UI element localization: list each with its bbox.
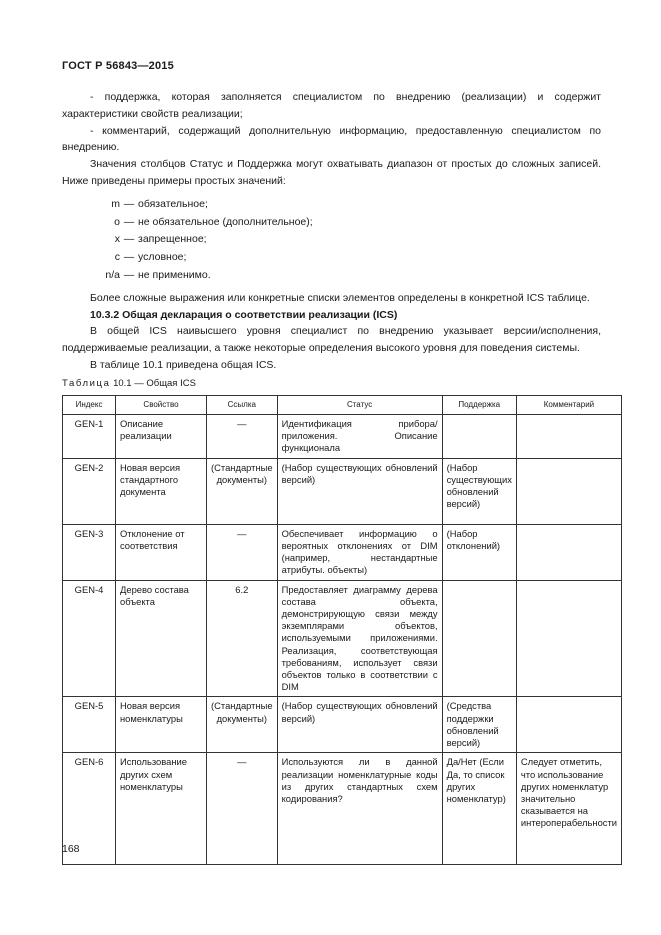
value-description: запрещенное;	[138, 233, 207, 246]
table-header-row	[63, 396, 622, 415]
value-code: x	[114, 233, 120, 246]
page-number: 168	[62, 843, 80, 855]
cell-reference: —	[207, 753, 278, 865]
cell-reference: 6.2	[207, 580, 278, 697]
table-row	[63, 697, 622, 753]
table-caption	[62, 378, 196, 389]
cell-property: Дерево состава объекта	[116, 580, 207, 697]
cell-support: (Набор отклонений)	[442, 524, 516, 580]
ics-table	[62, 395, 622, 865]
paragraph: Значения столбцов Статус и Поддержка могут охватывать диапазон от простых до сложных записей. Ниже приведены примеры простых значений:	[62, 158, 601, 187]
cell-index: GEN-2	[63, 458, 116, 524]
table-caption-text: 10.1 — Общая ICS	[113, 378, 196, 389]
cell-index: GEN-4	[63, 580, 116, 697]
body-text	[62, 89, 601, 374]
cell-support	[442, 415, 516, 459]
cell-reference: —	[207, 524, 278, 580]
value-list-item	[62, 196, 601, 214]
cell-property: Новая версия номенклатуры	[116, 697, 207, 753]
cell-support: (Средства поддержки обновлений версий)	[442, 697, 516, 753]
cell-index: GEN-3	[63, 524, 116, 580]
cell-comment	[516, 524, 621, 580]
value-dash: —	[123, 233, 135, 246]
cell-reference: —	[207, 415, 278, 459]
cell-property: Отклонение от соответствия	[116, 524, 207, 580]
value-dash: —	[123, 250, 135, 263]
value-list-item	[62, 249, 601, 267]
cell-status: Идентификация прибора/приложения. Описание функционала	[277, 415, 442, 459]
cell-comment	[516, 697, 621, 753]
column-header-reference: Ссылка	[207, 396, 278, 415]
cell-status: Предоставляет диаграмму дерева состава объекта, демонстрирующую связи между экземплярами объектов, используемыми приложениями. Реализация, соответствующая требованиям, использует связи объектов только в соответствии с DIM	[277, 580, 442, 697]
cell-index: GEN-1	[63, 415, 116, 459]
value-dash: —	[123, 268, 135, 281]
cell-comment	[516, 415, 621, 459]
cell-property: Новая версия стандартного документа	[116, 458, 207, 524]
value-description: обязательное;	[138, 198, 208, 211]
table-row	[63, 524, 622, 580]
cell-status: Используются ли в данной реализации номенклатурные коды из других стандартных схем кодирования?	[277, 753, 442, 865]
cell-property: Описание реализации	[116, 415, 207, 459]
paragraph: В таблице 10.1 приведена общая ICS.	[90, 358, 277, 371]
column-header-comment: Комментарий	[516, 396, 621, 415]
cell-status: Обеспечивает информацию о вероятных отклонениях от DIM (например, нестандартные атрибуты. объекты)	[277, 524, 442, 580]
value-list-item	[62, 213, 601, 231]
value-dash: —	[123, 198, 135, 211]
cell-index: GEN-5	[63, 697, 116, 753]
column-header-index: Индекс	[63, 396, 116, 415]
cell-status: (Набор существующих обновлений версий)	[277, 458, 442, 524]
value-list-item	[62, 266, 601, 284]
cell-support	[442, 580, 516, 697]
cell-support: (Набор существующих обновлений версий)	[442, 458, 516, 524]
value-code: n/a	[105, 268, 120, 281]
cell-property: Использование других схем номенклатуры	[116, 753, 207, 865]
column-header-support: Поддержка	[442, 396, 516, 415]
section-heading: 10.3.2 Общая декларация о соответствии реализации (ICS)	[90, 308, 398, 321]
table-row	[63, 753, 622, 865]
column-header-property: Свойство	[116, 396, 207, 415]
column-header-status: Статус	[277, 396, 442, 415]
value-list-item	[62, 231, 601, 249]
table-row	[63, 415, 622, 459]
value-list	[62, 196, 601, 284]
value-dash: —	[123, 215, 135, 228]
cell-comment: Следует отметить, что использование других номенклатур значительно сказывается на интероперабельности	[516, 753, 621, 865]
value-code: o	[114, 215, 120, 228]
cell-support: Да/Нет (Если Да, то список других номенклатур)	[442, 753, 516, 865]
value-description: не применимо.	[138, 268, 211, 281]
table-caption-prefix: Таблица	[62, 378, 111, 389]
paragraph: Более сложные выражения или конкретные списки элементов определены в конкретной ICS таблице.	[90, 291, 590, 304]
value-code: c	[114, 250, 120, 263]
cell-comment	[516, 458, 621, 524]
document-header: ГОСТ Р 56843—2015	[62, 60, 174, 72]
value-description: не обязательное (дополнительное);	[138, 215, 313, 228]
paragraph: - комментарий, содержащий дополнительную информацию, предоставленную специалистом по внедрению.	[62, 124, 601, 154]
value-code: m	[111, 198, 120, 211]
value-description: условное;	[138, 250, 187, 263]
cell-index: GEN-6	[63, 753, 116, 865]
table-row	[63, 458, 622, 524]
cell-status: (Набор существующих обновлений версий)	[277, 697, 442, 753]
paragraph: - поддержка, которая заполняется специалистом по внедрению (реализации) и содержит характеристики свойств реализации;	[62, 91, 601, 120]
table-row	[63, 580, 622, 697]
cell-reference: (Стандартные документы)	[207, 458, 278, 524]
paragraph: В общей ICS наивысшего уровня специалист по внедрению указывает версии/исполнения, поддерживаемые реализации, а также некоторые определения высокого уровня для поведения системы.	[62, 325, 601, 355]
cell-comment	[516, 580, 621, 697]
cell-reference: (Стандартные документы)	[207, 697, 278, 753]
